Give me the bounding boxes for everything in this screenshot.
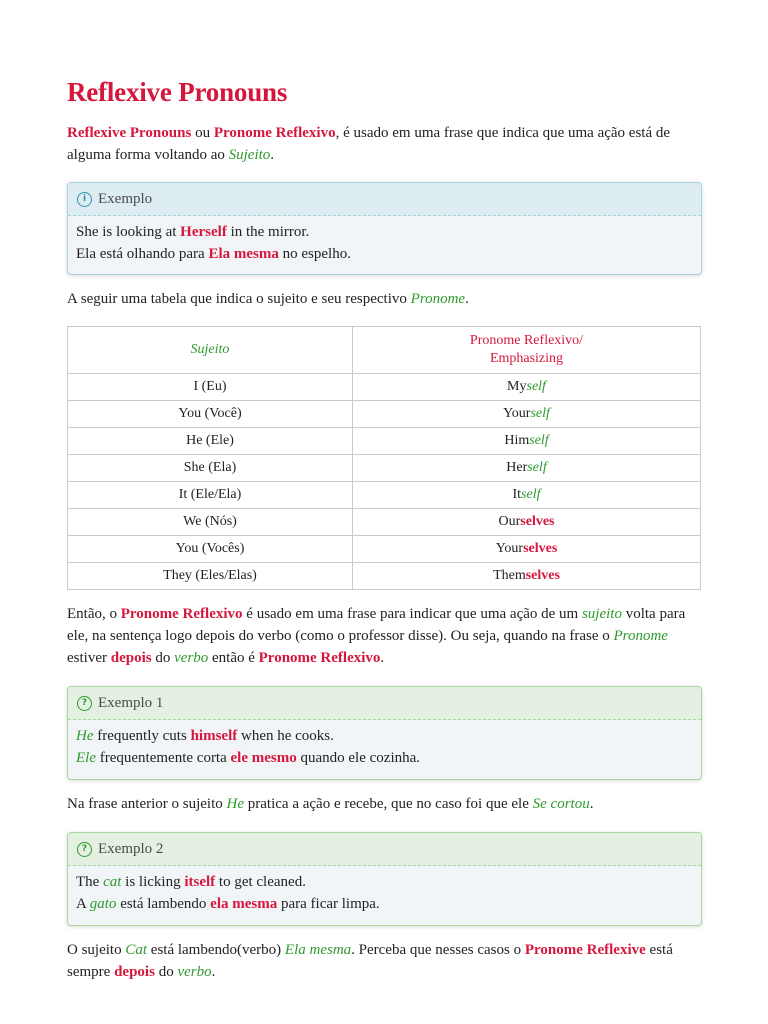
example-text: is licking — [121, 874, 185, 890]
example-text: frequentemente corta — [96, 750, 231, 766]
term-se-cortou: Se cortou — [532, 796, 590, 812]
pronoun-suffix: self — [529, 433, 549, 448]
subject-cell: You (Você) — [68, 401, 353, 428]
pronoun-cell — [353, 482, 701, 509]
example-highlight: itself — [184, 874, 216, 890]
example-text: para ficar limpa. — [277, 896, 380, 912]
example-text: in the mirror. — [226, 224, 310, 240]
pronoun-cell — [353, 563, 701, 590]
example-box-body — [68, 216, 701, 271]
example-highlight: ela mesma — [210, 896, 278, 912]
example-text: Ela está olhando para — [76, 246, 209, 262]
example-subject: gato — [89, 896, 117, 912]
note-text: Na frase anterior o sujeito — [67, 796, 227, 812]
note-1-paragraph — [67, 793, 707, 815]
pronoun-suffix: selves — [525, 568, 560, 583]
note-text: está lambendo(verbo) — [147, 942, 285, 958]
example-1-title: Exemplo 1 — [98, 695, 164, 711]
example-2-body — [68, 866, 701, 921]
example-text: frequently cuts — [93, 728, 191, 744]
example-highlight: ele mesmo — [230, 750, 297, 766]
table-row — [68, 374, 701, 401]
intro-paragraph — [67, 122, 707, 166]
pronoun-base: Our — [498, 514, 521, 529]
example-text: when he cooks. — [237, 728, 334, 744]
table-row — [68, 563, 701, 590]
example-subject: cat — [103, 874, 122, 890]
note-2-paragraph — [67, 939, 707, 983]
note-text: pratica a ação e recebe, que no caso foi que ele — [244, 796, 533, 812]
example-1-line-english — [76, 725, 693, 747]
term-ela-mesma: Ela mesma — [284, 942, 352, 958]
explanation-text: . — [380, 650, 385, 666]
example-highlight: himself — [190, 728, 238, 744]
note-text: O sujeito — [67, 942, 126, 958]
term-pronome-reflexivo: Pronome Reflexivo — [120, 606, 243, 622]
term-depois: depois — [114, 964, 155, 980]
example-1-header — [68, 687, 701, 720]
note-text: do — [154, 964, 178, 980]
question-icon: ? — [77, 842, 92, 857]
header-pronome-reflexivo — [353, 327, 701, 374]
term-pronome: Pronome — [613, 628, 668, 644]
subject-cell: We (Nós) — [68, 509, 353, 536]
term-reflexive-pronouns: Reflexive Pronouns — [67, 125, 192, 141]
header-sujeito: Sujeito — [68, 327, 353, 374]
subject-cell: You (Vocês) — [68, 536, 353, 563]
example-box — [67, 182, 702, 275]
table-intro-text: . — [465, 291, 469, 307]
term-pronome-reflexive: Pronome Reflexive — [524, 942, 646, 958]
pronoun-base: Your — [495, 541, 524, 556]
pronoun-base: Him — [504, 433, 530, 448]
pronoun-base: It — [512, 487, 522, 502]
subject-cell: I (Eu) — [68, 374, 353, 401]
note-text: . Perceba que nesses casos o — [351, 942, 525, 958]
example-2-line-english — [76, 871, 693, 893]
example-line-english — [76, 221, 693, 243]
pronoun-base: My — [507, 379, 527, 394]
intro-text: . — [270, 147, 275, 163]
question-icon: ? — [77, 696, 92, 711]
table-header-row — [68, 327, 701, 374]
term-sujeito: sujeito — [581, 606, 622, 622]
pronoun-cell — [353, 509, 701, 536]
intro-text: , é usado em uma frase que indica que uma ação está de alguma forma voltando ao — [67, 125, 671, 163]
example-text: to get cleaned. — [215, 874, 306, 890]
pronoun-base: Her — [506, 460, 528, 475]
table-row — [68, 509, 701, 536]
pronoun-suffix: self — [530, 406, 550, 421]
term-verbo: verbo — [174, 650, 209, 666]
page-title: Reflexive Pronouns — [67, 77, 288, 107]
table-intro — [67, 288, 707, 310]
explanation-text: é usado em uma frase para indicar que uma ação de um — [242, 606, 582, 622]
pronoun-suffix: selves — [520, 514, 555, 529]
term-pronome-reflexivo: Pronome Reflexivo — [213, 125, 336, 141]
example-subject: He — [76, 728, 94, 744]
pronoun-cell — [353, 455, 701, 482]
intro-text: ou — [191, 125, 214, 141]
term-cat: Cat — [125, 942, 148, 958]
example-text: A — [76, 896, 90, 912]
table-row — [68, 536, 701, 563]
example-line-portuguese — [76, 243, 693, 265]
term-sujeito: Sujeito — [228, 147, 271, 163]
explanation-text: Então, o — [67, 606, 121, 622]
term-pronome-reflexivo: Pronome Reflexivo — [258, 650, 381, 666]
note-text: . — [589, 796, 594, 812]
example-2-header — [68, 833, 701, 866]
pronoun-suffix: self — [527, 460, 547, 475]
explanation-paragraph — [67, 603, 703, 669]
subject-cell: She (Ela) — [68, 455, 353, 482]
note-text: . — [211, 964, 216, 980]
pronoun-suffix: self — [526, 379, 546, 394]
explanation-text: estiver — [67, 650, 111, 666]
pronoun-suffix: self — [521, 487, 541, 502]
example-highlight: Ela mesma — [208, 246, 279, 262]
explanation-text: então é — [208, 650, 259, 666]
pronoun-cell — [353, 428, 701, 455]
subject-cell: He (Ele) — [68, 428, 353, 455]
pronoun-base: Your — [503, 406, 531, 421]
pronoun-cell — [353, 536, 701, 563]
term-verbo: verbo — [177, 964, 212, 980]
example-box-header — [68, 183, 701, 216]
example-text: The — [76, 874, 104, 890]
table-row — [68, 428, 701, 455]
example-text: She is looking at — [76, 224, 181, 240]
example-2-title: Exemplo 2 — [98, 841, 164, 857]
pronoun-cell — [353, 401, 701, 428]
example-1-box — [67, 686, 702, 780]
table-row — [68, 482, 701, 509]
example-2-box — [67, 832, 702, 926]
pronoun-cell — [353, 374, 701, 401]
explanation-text: volta para ele, na sentença logo depois do verbo (como o professor disse). Ou seja, quando na frase o — [67, 606, 686, 644]
note-text: está sempre — [67, 942, 673, 980]
subject-cell: It (Ele/Ela) — [68, 482, 353, 509]
pronoun-table — [67, 326, 701, 590]
header-pronoun-line2: Emphasizing — [489, 351, 564, 366]
example-2-line-portuguese — [76, 893, 693, 915]
header-pronoun-line1: Pronome Reflexivo/ — [469, 333, 584, 348]
example-1-body — [68, 720, 701, 775]
example-1-line-portuguese — [76, 747, 693, 769]
example-subject: Ele — [76, 750, 96, 766]
pronoun-base: Them — [493, 568, 526, 583]
info-icon: i — [77, 192, 92, 207]
example-highlight: Herself — [180, 224, 227, 240]
example-text: quando ele cozinha. — [296, 750, 421, 766]
table-row — [68, 401, 701, 428]
explanation-text: do — [151, 650, 175, 666]
example-text: está lambendo — [116, 896, 211, 912]
table-row — [68, 455, 701, 482]
table-body — [68, 374, 701, 590]
example-box-title: Exemplo — [98, 191, 153, 207]
subject-cell: They (Eles/Elas) — [68, 563, 353, 590]
term-he: He — [226, 796, 245, 812]
term-depois: depois — [110, 650, 152, 666]
example-text: no espelho. — [278, 246, 351, 262]
term-pronome: Pronome — [410, 291, 466, 307]
table-intro-text: A seguir uma tabela que indica o sujeito e seu respectivo — [67, 291, 411, 307]
pronoun-suffix: selves — [523, 541, 558, 556]
